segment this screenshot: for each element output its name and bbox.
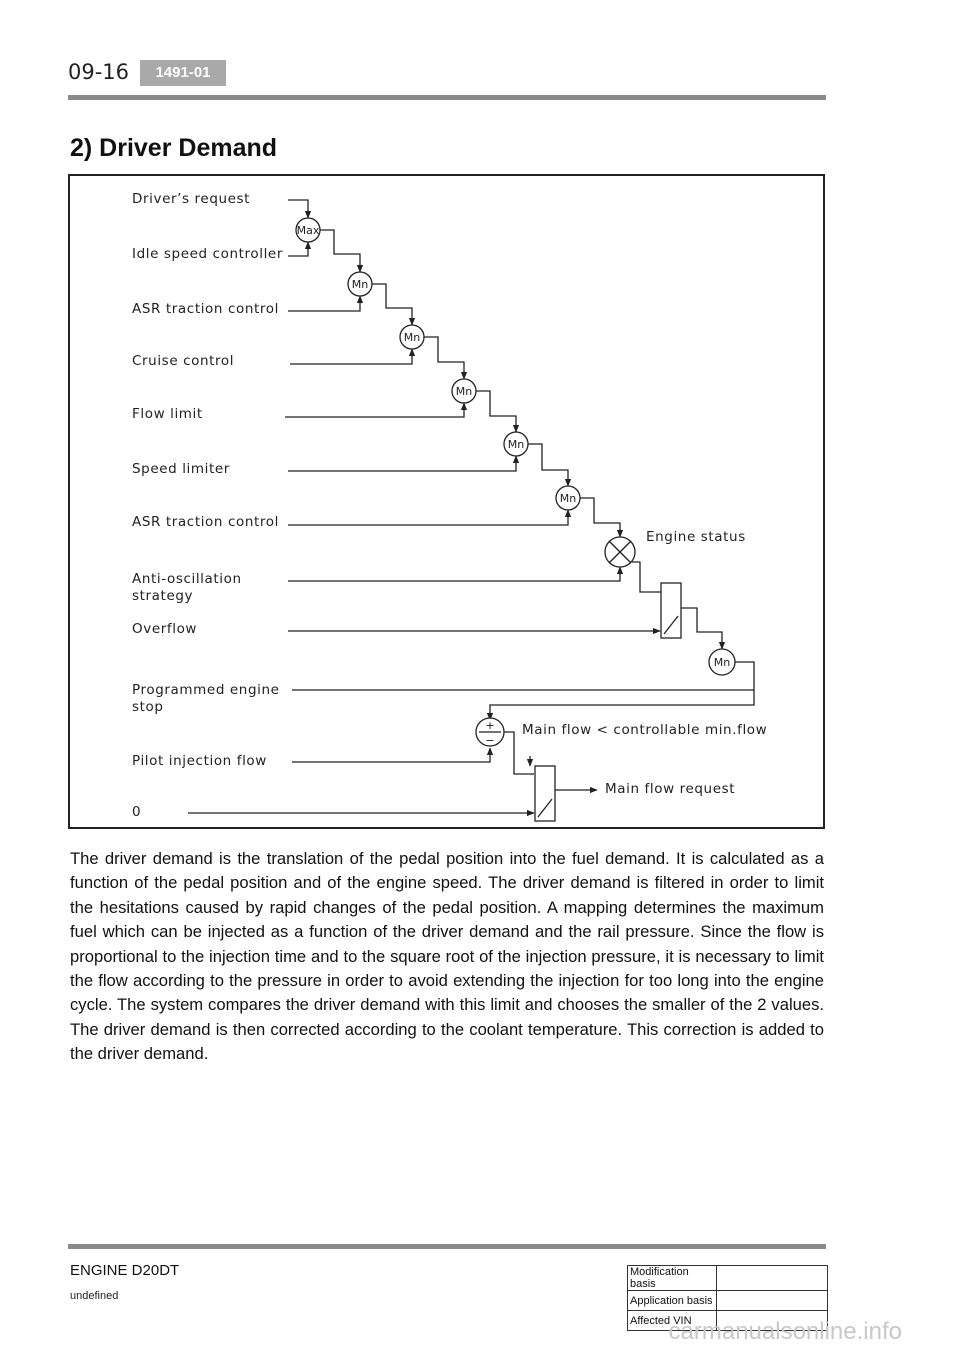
link-pilot-injection-to-summer bbox=[292, 748, 490, 762]
table-row bbox=[628, 1266, 828, 1291]
input-label-programmed-engine-stop: Programmed engine bbox=[132, 682, 280, 698]
link-idle-speed-to-max bbox=[288, 242, 308, 256]
modification-basis-value bbox=[717, 1266, 828, 1291]
link-flow-limit-to-min3 bbox=[285, 403, 464, 417]
bottom-divider bbox=[68, 1244, 826, 1249]
input-label-flow-limit: Flow limit bbox=[132, 406, 203, 422]
link-min5-to-multiplier bbox=[580, 498, 620, 537]
min-node-6-label: Mn bbox=[713, 656, 731, 669]
link-min4-to-min5 bbox=[528, 444, 568, 486]
summer-plus-sign: + bbox=[485, 719, 495, 732]
main-flow-request-label: Main flow request bbox=[605, 781, 736, 797]
link-asr2-to-min5 bbox=[288, 510, 568, 525]
input-label-drivers-request: Driver’s request bbox=[132, 191, 251, 207]
input-label-anti-oscillation-line2: strategy bbox=[132, 588, 194, 604]
footer-subtitle: undefined bbox=[70, 1290, 119, 1302]
input-label-pilot-injection-flow: Pilot injection flow bbox=[132, 753, 267, 769]
min-node-5-label: Mn bbox=[559, 492, 577, 505]
link-max-to-min1 bbox=[320, 230, 360, 272]
link-speed-limiter-to-min4 bbox=[288, 456, 516, 471]
input-label-asr-traction-control-2: ASR traction control bbox=[132, 514, 279, 530]
summer-minus-sign: − bbox=[485, 734, 495, 747]
link-min1-to-min2 bbox=[372, 284, 412, 325]
watermark: carmanualsonline.info bbox=[668, 1318, 902, 1345]
link-summer-to-filter2 bbox=[504, 732, 534, 774]
input-label-idle-speed-controller: Idle speed controller bbox=[132, 246, 283, 262]
min-node-1-label: Mn bbox=[351, 278, 369, 291]
modification-basis-label: Modification basis bbox=[628, 1266, 717, 1291]
main-flow-condition-label: Main flow < controllable min.flow bbox=[522, 722, 768, 738]
driver-demand-diagram bbox=[68, 174, 825, 829]
table-row bbox=[628, 1291, 828, 1311]
input-label-anti-oscillation: Anti-oscillation bbox=[132, 571, 242, 587]
input-label-zero: 0 bbox=[132, 804, 142, 820]
section-title: 2) Driver Demand bbox=[70, 134, 278, 162]
link-asr-to-min1 bbox=[288, 296, 360, 311]
min-node-3-label: Mn bbox=[455, 385, 473, 398]
min-node-2-label: Mn bbox=[403, 331, 421, 344]
footer-title: ENGINE D20DT bbox=[70, 1262, 180, 1279]
diagram-canvas bbox=[70, 176, 827, 831]
link-multiplier-to-filter bbox=[632, 562, 661, 592]
application-basis-value bbox=[717, 1291, 828, 1311]
max-node-label: Max bbox=[296, 224, 320, 237]
body-paragraph: The driver demand is the translation of the pedal position into the fuel demand. It is calculated as a function of the pedal position and of the engine speed. The driver demand is filtered in order to limit the hesitations caused by rapid changes of the pedal position. A mapping determines the maximum fuel which can be injected as a function of the driver demand and the rail pressure. Since the flow is proportional to the injection time and to the square root of the injection pressure, it is necessary to limit the flow according to the pressure in order to avoid extending the injection for too long into the engine cycle. The system compares the driver demand with this limit and chooses the smaller of the 2 values. The driver demand is then corrected according to the coolant temperature. This correction is added to the driver demand. bbox=[70, 849, 824, 1064]
input-label-cruise-control: Cruise control bbox=[132, 353, 235, 369]
link-cruise-to-min2 bbox=[290, 349, 412, 364]
link-anti-oscillation-to-multiplier bbox=[288, 567, 620, 581]
link-drivers-request-to-max bbox=[288, 200, 308, 218]
page-number: 09-16 bbox=[68, 60, 130, 84]
section-code-badge: 1491-01 bbox=[140, 60, 226, 86]
application-basis-label: Application basis bbox=[628, 1291, 717, 1311]
link-min3-to-min4 bbox=[476, 391, 516, 432]
filter-block-2 bbox=[535, 766, 555, 821]
link-min2-to-min3 bbox=[424, 337, 464, 379]
input-label-overflow: Overflow bbox=[132, 621, 198, 637]
filter-block-1 bbox=[661, 583, 681, 638]
input-label-asr-traction-control: ASR traction control bbox=[132, 301, 279, 317]
min-node-4-label: Mn bbox=[507, 438, 525, 451]
engine-status-label: Engine status bbox=[646, 529, 746, 545]
top-divider bbox=[68, 95, 826, 100]
link-filter-to-min6 bbox=[681, 608, 722, 649]
affected-vin-label: Affected VIN bbox=[628, 1311, 717, 1331]
input-label-speed-limiter: Speed limiter bbox=[132, 461, 230, 477]
input-label-programmed-engine-stop-line2: stop bbox=[132, 699, 164, 715]
